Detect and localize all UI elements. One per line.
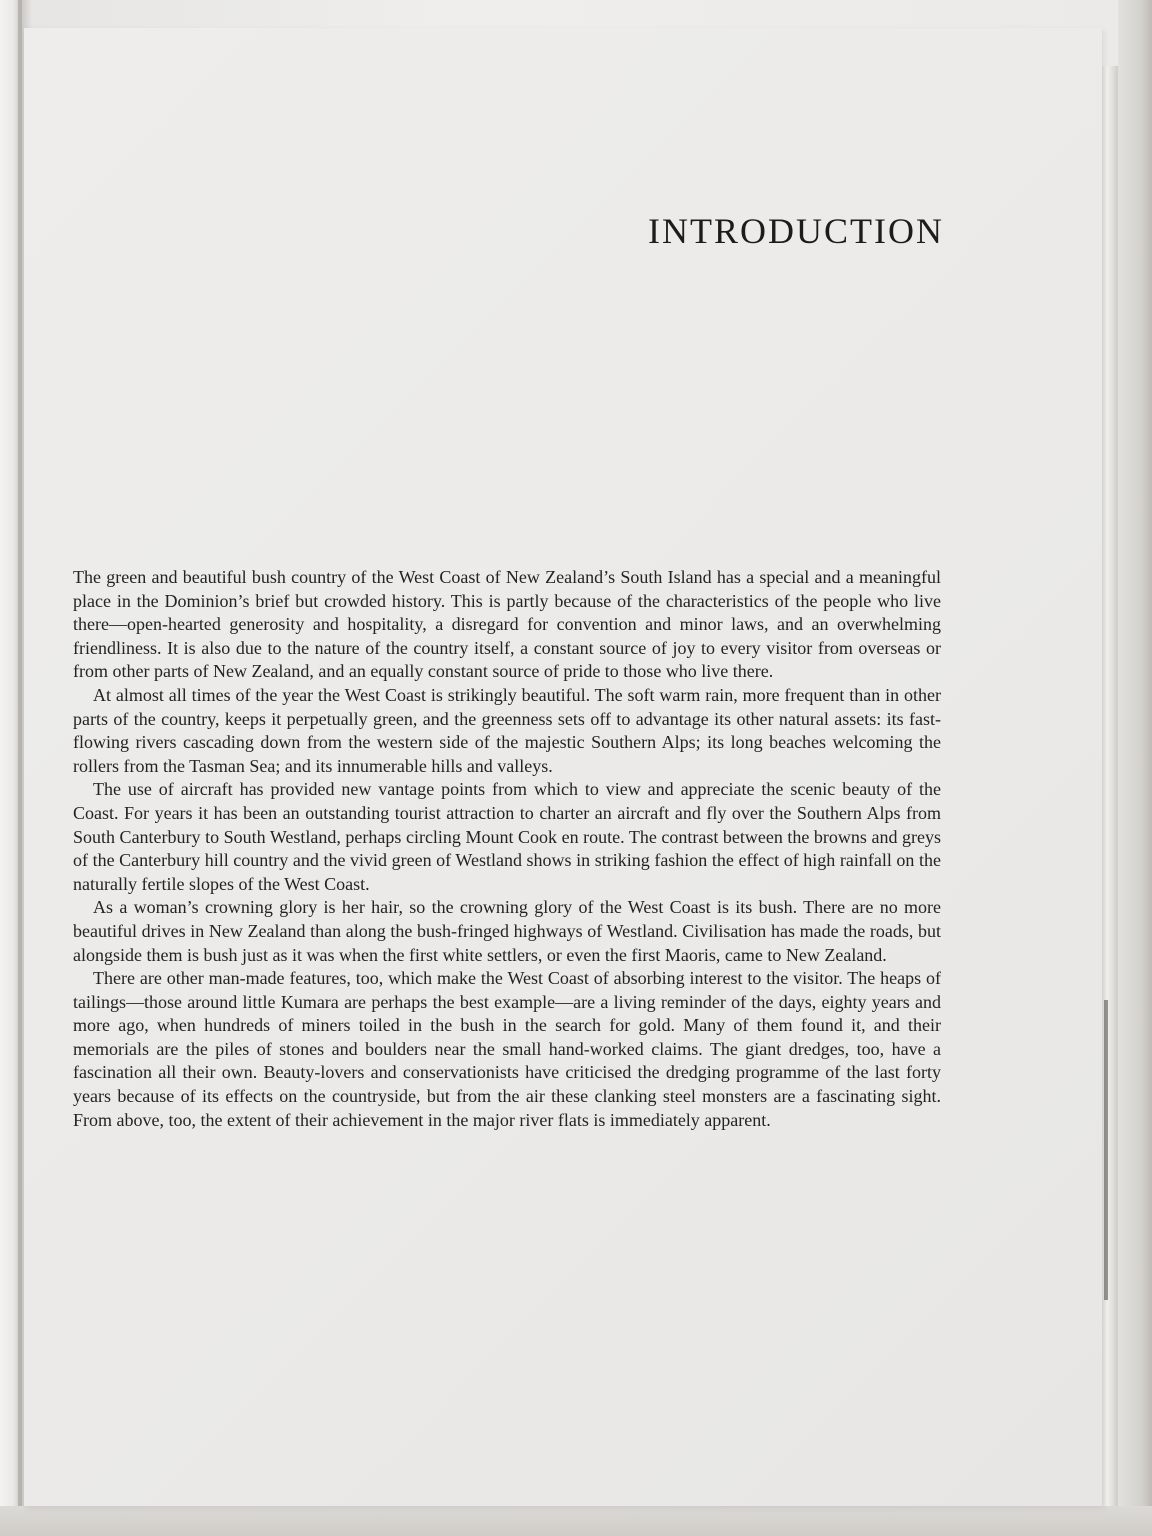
page-stack-edge xyxy=(1100,66,1118,1506)
paragraph: There are other man-made features, too, which make the West Coast of absorbing interest to the visitor. The heaps of tailings—those around little Kumara are perhaps the best example—are a living reminder of the days, eighty years and more ago, when hundreds of miners toiled in the bush in the search for gold. Many of them found it, and their memorials are the piles of stones and boulders near the small hand-worked claims. The giant dredges, too, have a fascination all their own. Beauty-lovers and conservationists have criticised the dredging programme of the last forty years because of its effects on the countryside, but from the air these clanking steel monsters are a fascinating sight. From above, too, the extent of their achievement in the major river flats is immediately apparent. xyxy=(73,968,941,1130)
book-cover-edge xyxy=(1118,0,1152,1536)
paragraph: The green and beautiful bush country of the West Coast of New Zealand’s South Island has a special and a meaningful place in the Dominion’s brief but crowded history. This is partly because of the characteristics of the people who live there—open-hearted generosity and hospitality, a disregard for convention and minor laws, and an overwhelming friendliness. It is also due to the nature of the country itself, a constant source of joy to every visitor from overseas or from other parts of New Zealand, and an equally constant source of pride to those who live there. xyxy=(73,567,941,682)
paragraph: The use of aircraft has provided new vantage points from which to view and appreciate the scenic beauty of the Coast. For years it has been an outstanding tourist attraction to charter an aircraft and fly over the Southern Alps from South Canterbury to South Westland, perhaps circling Mount Cook en route. The contrast between the browns and greys of the Canterbury hill country and the vivid green of Westland shows in striking fashion the effect of high rainfall on the naturally fertile slopes of the West Coast. xyxy=(73,779,941,894)
introduction-text xyxy=(73,566,941,1132)
page-edge-shadow xyxy=(1104,1000,1108,1300)
page-title: INTRODUCTION xyxy=(648,211,944,251)
paragraph: As a woman’s crowning glory is her hair, so the crowning glory of the West Coast is its bush. There are no more beautiful drives in New Zealand than along the bush-fringed highways of Westland. Civilisation has made the roads, but alongside them is bush just as it was when the first white settlers, or even the first Maoris, came to New Zealand. xyxy=(73,897,941,965)
paragraph: At almost all times of the year the West Coast is strikingly beautiful. The soft warm rain, more frequent than in other parts of the country, keeps it perpetually green, and the greenness sets off to advantage its other natural assets: its fast-flowing rivers cascading down from the western side of the majestic Southern Alps; its long beaches welcoming the rollers from the Tasman Sea; and its innumerable hills and valleys. xyxy=(73,684,941,776)
book-bottom-edge xyxy=(0,1506,1152,1536)
